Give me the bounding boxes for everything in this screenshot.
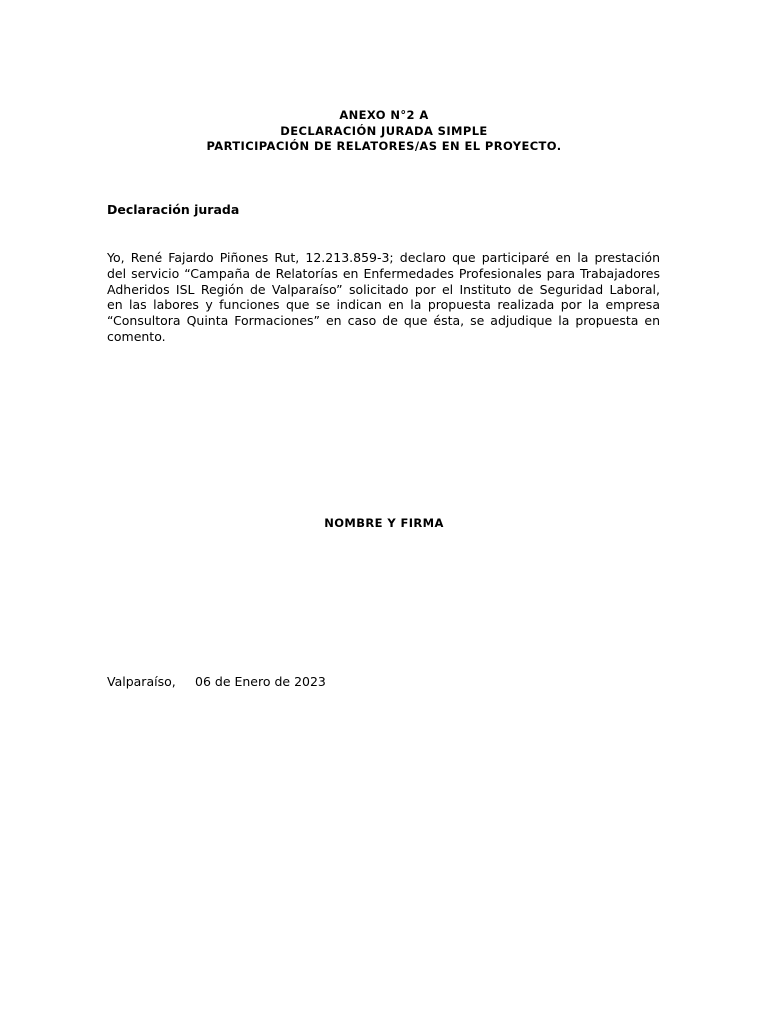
declaration-paragraph — [107, 250, 660, 345]
paragraph-line: Adheridos ISL Región de Valparaíso” solicitado por el Instituto de Seguridad Laboral, — [107, 281, 660, 297]
title-line-declaration: DECLARACIÓN JURADA SIMPLE — [280, 123, 488, 138]
paragraph-line: en las labores y funciones que se indican en la propuesta realizada por la empresa — [107, 297, 660, 313]
section-heading: Declaración jurada — [107, 202, 240, 217]
date-text: 06 de Enero de 2023 — [195, 674, 326, 689]
place-text: Valparaíso, — [107, 674, 176, 689]
title-line-participation: PARTICIPACIÓN DE RELATORES/AS EN EL PROYECTO. — [206, 139, 562, 153]
paragraph-line: “Consultora Quinta Formaciones” en caso de que ésta, se adjudique la propuesta en — [107, 313, 660, 329]
paragraph-line: Yo, René Fajardo Piñones Rut, 12.213.859-3; declaro que participaré en la prestación — [107, 250, 660, 265]
title-line-annex: ANEXO N°2 A — [339, 108, 429, 122]
paragraph-line: comento. — [107, 328, 166, 344]
place-date-line — [107, 674, 326, 690]
signature-label: NOMBRE Y FIRMA — [324, 516, 444, 530]
paragraph-line: del servicio “Campaña de Relatorías en Enfermedades Profesionales para Trabajadores — [107, 265, 660, 281]
document-title — [108, 108, 660, 155]
